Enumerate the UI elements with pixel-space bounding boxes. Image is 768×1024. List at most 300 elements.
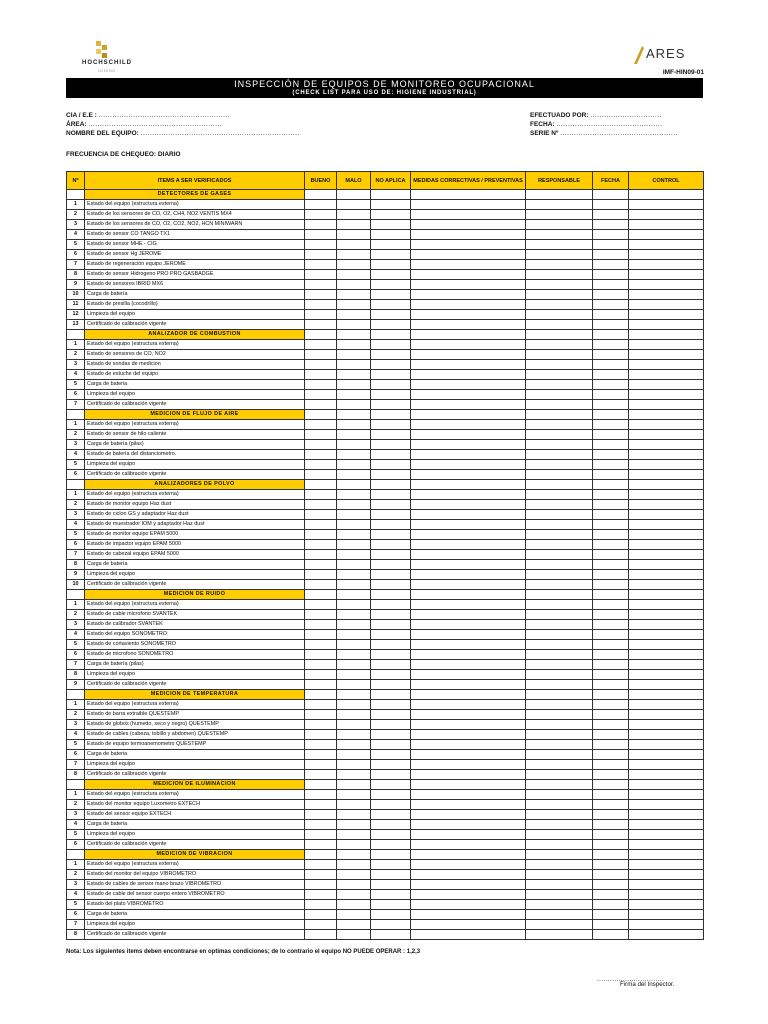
- cell-medidas[interactable]: [411, 440, 526, 450]
- cell-medidas[interactable]: [411, 570, 526, 580]
- cell-fecha[interactable]: [593, 840, 629, 850]
- cell-no-aplica[interactable]: [371, 580, 411, 590]
- cell-no-aplica[interactable]: [371, 280, 411, 290]
- cell-responsable[interactable]: [526, 560, 593, 570]
- cell-bueno[interactable]: [305, 210, 337, 220]
- cell-no-aplica[interactable]: [371, 810, 411, 820]
- cell-bueno[interactable]: [305, 700, 337, 710]
- cell-medidas[interactable]: [411, 390, 526, 400]
- cell-bueno[interactable]: [305, 840, 337, 850]
- cell-fecha[interactable]: [593, 740, 629, 750]
- cell-malo[interactable]: [337, 240, 371, 250]
- cell-bueno[interactable]: [305, 520, 337, 530]
- cell-medidas[interactable]: [411, 210, 526, 220]
- cell-control[interactable]: [629, 370, 704, 380]
- cell-malo[interactable]: [337, 570, 371, 580]
- cell-control[interactable]: [629, 560, 704, 570]
- cell-fecha[interactable]: [593, 210, 629, 220]
- cell-medidas[interactable]: [411, 810, 526, 820]
- cell-responsable[interactable]: [526, 370, 593, 380]
- cell-malo[interactable]: [337, 660, 371, 670]
- cell-no-aplica[interactable]: [371, 620, 411, 630]
- cell-malo[interactable]: [337, 700, 371, 710]
- field-equipo[interactable]: [66, 130, 300, 137]
- cell-bueno[interactable]: [305, 660, 337, 670]
- cell-fecha[interactable]: [593, 570, 629, 580]
- cell-bueno[interactable]: [305, 280, 337, 290]
- cell-responsable[interactable]: [526, 750, 593, 760]
- cell-fecha[interactable]: [593, 520, 629, 530]
- cell-no-aplica[interactable]: [371, 700, 411, 710]
- cell-medidas[interactable]: [411, 550, 526, 560]
- cell-malo[interactable]: [337, 510, 371, 520]
- cell-bueno[interactable]: [305, 500, 337, 510]
- cell-malo[interactable]: [337, 750, 371, 760]
- cell-bueno[interactable]: [305, 510, 337, 520]
- cell-medidas[interactable]: [411, 560, 526, 570]
- cell-control[interactable]: [629, 840, 704, 850]
- cell-responsable[interactable]: [526, 880, 593, 890]
- cell-malo[interactable]: [337, 270, 371, 280]
- cell-responsable[interactable]: [526, 290, 593, 300]
- cell-no-aplica[interactable]: [371, 240, 411, 250]
- cell-no-aplica[interactable]: [371, 390, 411, 400]
- cell-responsable[interactable]: [526, 260, 593, 270]
- cell-no-aplica[interactable]: [371, 610, 411, 620]
- cell-medidas[interactable]: [411, 320, 526, 330]
- cell-bueno[interactable]: [305, 350, 337, 360]
- cell-no-aplica[interactable]: [371, 510, 411, 520]
- cell-responsable[interactable]: [526, 710, 593, 720]
- cell-control[interactable]: [629, 270, 704, 280]
- cell-bueno[interactable]: [305, 600, 337, 610]
- cell-no-aplica[interactable]: [371, 470, 411, 480]
- cell-medidas[interactable]: [411, 820, 526, 830]
- cell-malo[interactable]: [337, 650, 371, 660]
- cell-control[interactable]: [629, 860, 704, 870]
- cell-responsable[interactable]: [526, 430, 593, 440]
- cell-control[interactable]: [629, 660, 704, 670]
- cell-malo[interactable]: [337, 910, 371, 920]
- cell-no-aplica[interactable]: [371, 430, 411, 440]
- cell-no-aplica[interactable]: [371, 560, 411, 570]
- cell-bueno[interactable]: [305, 260, 337, 270]
- cell-fecha[interactable]: [593, 220, 629, 230]
- cell-malo[interactable]: [337, 870, 371, 880]
- cell-responsable[interactable]: [526, 300, 593, 310]
- cell-medidas[interactable]: [411, 910, 526, 920]
- cell-medidas[interactable]: [411, 290, 526, 300]
- cell-control[interactable]: [629, 340, 704, 350]
- cell-fecha[interactable]: [593, 930, 629, 940]
- cell-fecha[interactable]: [593, 430, 629, 440]
- cell-malo[interactable]: [337, 450, 371, 460]
- cell-bueno[interactable]: [305, 680, 337, 690]
- cell-responsable[interactable]: [526, 620, 593, 630]
- cell-responsable[interactable]: [526, 580, 593, 590]
- cell-medidas[interactable]: [411, 800, 526, 810]
- cell-no-aplica[interactable]: [371, 520, 411, 530]
- cell-control[interactable]: [629, 700, 704, 710]
- cell-medidas[interactable]: [411, 790, 526, 800]
- cell-no-aplica[interactable]: [371, 870, 411, 880]
- cell-no-aplica[interactable]: [371, 340, 411, 350]
- cell-malo[interactable]: [337, 530, 371, 540]
- cell-malo[interactable]: [337, 210, 371, 220]
- cell-fecha[interactable]: [593, 920, 629, 930]
- cell-no-aplica[interactable]: [371, 900, 411, 910]
- cell-fecha[interactable]: [593, 820, 629, 830]
- cell-medidas[interactable]: [411, 220, 526, 230]
- cell-bueno[interactable]: [305, 670, 337, 680]
- cell-control[interactable]: [629, 830, 704, 840]
- cell-control[interactable]: [629, 220, 704, 230]
- cell-malo[interactable]: [337, 550, 371, 560]
- cell-malo[interactable]: [337, 600, 371, 610]
- cell-responsable[interactable]: [526, 860, 593, 870]
- cell-medidas[interactable]: [411, 280, 526, 290]
- cell-medidas[interactable]: [411, 470, 526, 480]
- cell-responsable[interactable]: [526, 870, 593, 880]
- cell-malo[interactable]: [337, 310, 371, 320]
- cell-responsable[interactable]: [526, 840, 593, 850]
- cell-fecha[interactable]: [593, 400, 629, 410]
- cell-medidas[interactable]: [411, 250, 526, 260]
- cell-fecha[interactable]: [593, 620, 629, 630]
- cell-fecha[interactable]: [593, 340, 629, 350]
- cell-control[interactable]: [629, 470, 704, 480]
- cell-medidas[interactable]: [411, 880, 526, 890]
- cell-fecha[interactable]: [593, 380, 629, 390]
- cell-responsable[interactable]: [526, 900, 593, 910]
- cell-no-aplica[interactable]: [371, 730, 411, 740]
- cell-fecha[interactable]: [593, 510, 629, 520]
- cell-no-aplica[interactable]: [371, 860, 411, 870]
- cell-fecha[interactable]: [593, 470, 629, 480]
- cell-control[interactable]: [629, 880, 704, 890]
- cell-no-aplica[interactable]: [371, 680, 411, 690]
- cell-fecha[interactable]: [593, 310, 629, 320]
- cell-bueno[interactable]: [305, 900, 337, 910]
- cell-responsable[interactable]: [526, 530, 593, 540]
- cell-no-aplica[interactable]: [371, 320, 411, 330]
- cell-bueno[interactable]: [305, 650, 337, 660]
- cell-bueno[interactable]: [305, 440, 337, 450]
- cell-fecha[interactable]: [593, 750, 629, 760]
- cell-bueno[interactable]: [305, 290, 337, 300]
- cell-no-aplica[interactable]: [371, 290, 411, 300]
- cell-malo[interactable]: [337, 340, 371, 350]
- cell-medidas[interactable]: [411, 860, 526, 870]
- cell-control[interactable]: [629, 420, 704, 430]
- cell-bueno[interactable]: [305, 710, 337, 720]
- cell-no-aplica[interactable]: [371, 450, 411, 460]
- cell-malo[interactable]: [337, 320, 371, 330]
- cell-bueno[interactable]: [305, 360, 337, 370]
- cell-fecha[interactable]: [593, 650, 629, 660]
- cell-medidas[interactable]: [411, 270, 526, 280]
- cell-no-aplica[interactable]: [371, 250, 411, 260]
- cell-malo[interactable]: [337, 720, 371, 730]
- cell-bueno[interactable]: [305, 540, 337, 550]
- cell-bueno[interactable]: [305, 770, 337, 780]
- cell-control[interactable]: [629, 430, 704, 440]
- cell-no-aplica[interactable]: [371, 400, 411, 410]
- cell-control[interactable]: [629, 350, 704, 360]
- cell-medidas[interactable]: [411, 610, 526, 620]
- cell-responsable[interactable]: [526, 420, 593, 430]
- cell-malo[interactable]: [337, 620, 371, 630]
- cell-bueno[interactable]: [305, 580, 337, 590]
- cell-malo[interactable]: [337, 740, 371, 750]
- cell-fecha[interactable]: [593, 830, 629, 840]
- cell-responsable[interactable]: [526, 280, 593, 290]
- cell-no-aplica[interactable]: [371, 880, 411, 890]
- field-fecha[interactable]: [530, 121, 662, 128]
- field-area[interactable]: [66, 121, 222, 128]
- cell-responsable[interactable]: [526, 600, 593, 610]
- cell-no-aplica[interactable]: [371, 260, 411, 270]
- cell-fecha[interactable]: [593, 580, 629, 590]
- cell-bueno[interactable]: [305, 790, 337, 800]
- cell-responsable[interactable]: [526, 700, 593, 710]
- cell-medidas[interactable]: [411, 640, 526, 650]
- cell-control[interactable]: [629, 520, 704, 530]
- cell-medidas[interactable]: [411, 300, 526, 310]
- cell-no-aplica[interactable]: [371, 720, 411, 730]
- cell-control[interactable]: [629, 910, 704, 920]
- cell-bueno[interactable]: [305, 220, 337, 230]
- cell-no-aplica[interactable]: [371, 420, 411, 430]
- cell-malo[interactable]: [337, 400, 371, 410]
- cell-medidas[interactable]: [411, 230, 526, 240]
- cell-fecha[interactable]: [593, 700, 629, 710]
- cell-bueno[interactable]: [305, 760, 337, 770]
- cell-malo[interactable]: [337, 350, 371, 360]
- cell-responsable[interactable]: [526, 320, 593, 330]
- cell-fecha[interactable]: [593, 390, 629, 400]
- cell-fecha[interactable]: [593, 270, 629, 280]
- cell-no-aplica[interactable]: [371, 800, 411, 810]
- cell-responsable[interactable]: [526, 610, 593, 620]
- cell-bueno[interactable]: [305, 250, 337, 260]
- cell-bueno[interactable]: [305, 430, 337, 440]
- cell-bueno[interactable]: [305, 370, 337, 380]
- cell-medidas[interactable]: [411, 430, 526, 440]
- cell-responsable[interactable]: [526, 210, 593, 220]
- cell-bueno[interactable]: [305, 550, 337, 560]
- cell-control[interactable]: [629, 820, 704, 830]
- cell-control[interactable]: [629, 800, 704, 810]
- cell-responsable[interactable]: [526, 390, 593, 400]
- cell-medidas[interactable]: [411, 770, 526, 780]
- cell-fecha[interactable]: [593, 670, 629, 680]
- cell-responsable[interactable]: [526, 380, 593, 390]
- cell-bueno[interactable]: [305, 750, 337, 760]
- cell-malo[interactable]: [337, 460, 371, 470]
- cell-medidas[interactable]: [411, 530, 526, 540]
- cell-bueno[interactable]: [305, 810, 337, 820]
- cell-medidas[interactable]: [411, 730, 526, 740]
- cell-no-aplica[interactable]: [371, 310, 411, 320]
- cell-responsable[interactable]: [526, 540, 593, 550]
- cell-control[interactable]: [629, 400, 704, 410]
- cell-fecha[interactable]: [593, 890, 629, 900]
- cell-responsable[interactable]: [526, 360, 593, 370]
- cell-bueno[interactable]: [305, 640, 337, 650]
- cell-bueno[interactable]: [305, 740, 337, 750]
- cell-medidas[interactable]: [411, 710, 526, 720]
- cell-fecha[interactable]: [593, 810, 629, 820]
- cell-malo[interactable]: [337, 540, 371, 550]
- cell-no-aplica[interactable]: [371, 630, 411, 640]
- cell-no-aplica[interactable]: [371, 570, 411, 580]
- cell-no-aplica[interactable]: [371, 270, 411, 280]
- cell-medidas[interactable]: [411, 840, 526, 850]
- cell-no-aplica[interactable]: [371, 660, 411, 670]
- cell-malo[interactable]: [337, 610, 371, 620]
- cell-malo[interactable]: [337, 490, 371, 500]
- cell-control[interactable]: [629, 650, 704, 660]
- cell-control[interactable]: [629, 200, 704, 210]
- cell-malo[interactable]: [337, 360, 371, 370]
- cell-malo[interactable]: [337, 470, 371, 480]
- cell-malo[interactable]: [337, 290, 371, 300]
- cell-medidas[interactable]: [411, 460, 526, 470]
- cell-bueno[interactable]: [305, 620, 337, 630]
- cell-control[interactable]: [629, 540, 704, 550]
- cell-fecha[interactable]: [593, 440, 629, 450]
- cell-control[interactable]: [629, 810, 704, 820]
- cell-bueno[interactable]: [305, 860, 337, 870]
- cell-medidas[interactable]: [411, 450, 526, 460]
- cell-control[interactable]: [629, 240, 704, 250]
- cell-responsable[interactable]: [526, 570, 593, 580]
- cell-fecha[interactable]: [593, 900, 629, 910]
- signature-line[interactable]: ...............................: [597, 977, 665, 983]
- cell-control[interactable]: [629, 320, 704, 330]
- cell-no-aplica[interactable]: [371, 740, 411, 750]
- cell-control[interactable]: [629, 360, 704, 370]
- cell-control[interactable]: [629, 710, 704, 720]
- cell-no-aplica[interactable]: [371, 820, 411, 830]
- cell-control[interactable]: [629, 490, 704, 500]
- cell-medidas[interactable]: [411, 760, 526, 770]
- cell-responsable[interactable]: [526, 640, 593, 650]
- cell-bueno[interactable]: [305, 870, 337, 880]
- cell-responsable[interactable]: [526, 730, 593, 740]
- cell-bueno[interactable]: [305, 880, 337, 890]
- cell-fecha[interactable]: [593, 240, 629, 250]
- cell-responsable[interactable]: [526, 200, 593, 210]
- cell-control[interactable]: [629, 570, 704, 580]
- cell-bueno[interactable]: [305, 310, 337, 320]
- cell-medidas[interactable]: [411, 660, 526, 670]
- field-cia[interactable]: [66, 112, 230, 119]
- cell-malo[interactable]: [337, 520, 371, 530]
- cell-medidas[interactable]: [411, 260, 526, 270]
- cell-bueno[interactable]: [305, 820, 337, 830]
- cell-no-aplica[interactable]: [371, 210, 411, 220]
- cell-malo[interactable]: [337, 840, 371, 850]
- cell-responsable[interactable]: [526, 760, 593, 770]
- cell-bueno[interactable]: [305, 230, 337, 240]
- cell-control[interactable]: [629, 620, 704, 630]
- cell-malo[interactable]: [337, 630, 371, 640]
- cell-medidas[interactable]: [411, 350, 526, 360]
- cell-fecha[interactable]: [593, 790, 629, 800]
- cell-bueno[interactable]: [305, 730, 337, 740]
- cell-responsable[interactable]: [526, 400, 593, 410]
- cell-medidas[interactable]: [411, 580, 526, 590]
- cell-malo[interactable]: [337, 300, 371, 310]
- cell-responsable[interactable]: [526, 440, 593, 450]
- cell-medidas[interactable]: [411, 240, 526, 250]
- cell-fecha[interactable]: [593, 200, 629, 210]
- cell-medidas[interactable]: [411, 500, 526, 510]
- cell-control[interactable]: [629, 460, 704, 470]
- cell-medidas[interactable]: [411, 750, 526, 760]
- cell-malo[interactable]: [337, 640, 371, 650]
- cell-malo[interactable]: [337, 930, 371, 940]
- field-efectuado[interactable]: [530, 112, 662, 119]
- cell-bueno[interactable]: [305, 920, 337, 930]
- cell-malo[interactable]: [337, 670, 371, 680]
- cell-no-aplica[interactable]: [371, 380, 411, 390]
- cell-malo[interactable]: [337, 900, 371, 910]
- cell-malo[interactable]: [337, 810, 371, 820]
- cell-malo[interactable]: [337, 440, 371, 450]
- cell-medidas[interactable]: [411, 720, 526, 730]
- cell-control[interactable]: [629, 260, 704, 270]
- cell-no-aplica[interactable]: [371, 440, 411, 450]
- field-serie[interactable]: [530, 130, 678, 137]
- cell-fecha[interactable]: [593, 250, 629, 260]
- cell-control[interactable]: [629, 280, 704, 290]
- cell-control[interactable]: [629, 550, 704, 560]
- cell-malo[interactable]: [337, 880, 371, 890]
- cell-fecha[interactable]: [593, 680, 629, 690]
- cell-malo[interactable]: [337, 380, 371, 390]
- cell-control[interactable]: [629, 530, 704, 540]
- cell-control[interactable]: [629, 500, 704, 510]
- cell-no-aplica[interactable]: [371, 230, 411, 240]
- cell-control[interactable]: [629, 900, 704, 910]
- cell-responsable[interactable]: [526, 790, 593, 800]
- cell-fecha[interactable]: [593, 870, 629, 880]
- cell-fecha[interactable]: [593, 710, 629, 720]
- cell-bueno[interactable]: [305, 420, 337, 430]
- cell-control[interactable]: [629, 870, 704, 880]
- cell-responsable[interactable]: [526, 670, 593, 680]
- cell-medidas[interactable]: [411, 520, 526, 530]
- cell-responsable[interactable]: [526, 720, 593, 730]
- cell-malo[interactable]: [337, 790, 371, 800]
- cell-bueno[interactable]: [305, 570, 337, 580]
- cell-fecha[interactable]: [593, 540, 629, 550]
- cell-control[interactable]: [629, 770, 704, 780]
- cell-malo[interactable]: [337, 420, 371, 430]
- cell-responsable[interactable]: [526, 310, 593, 320]
- cell-fecha[interactable]: [593, 760, 629, 770]
- cell-no-aplica[interactable]: [371, 460, 411, 470]
- cell-bueno[interactable]: [305, 460, 337, 470]
- cell-bueno[interactable]: [305, 270, 337, 280]
- cell-fecha[interactable]: [593, 260, 629, 270]
- cell-medidas[interactable]: [411, 740, 526, 750]
- cell-medidas[interactable]: [411, 380, 526, 390]
- cell-fecha[interactable]: [593, 530, 629, 540]
